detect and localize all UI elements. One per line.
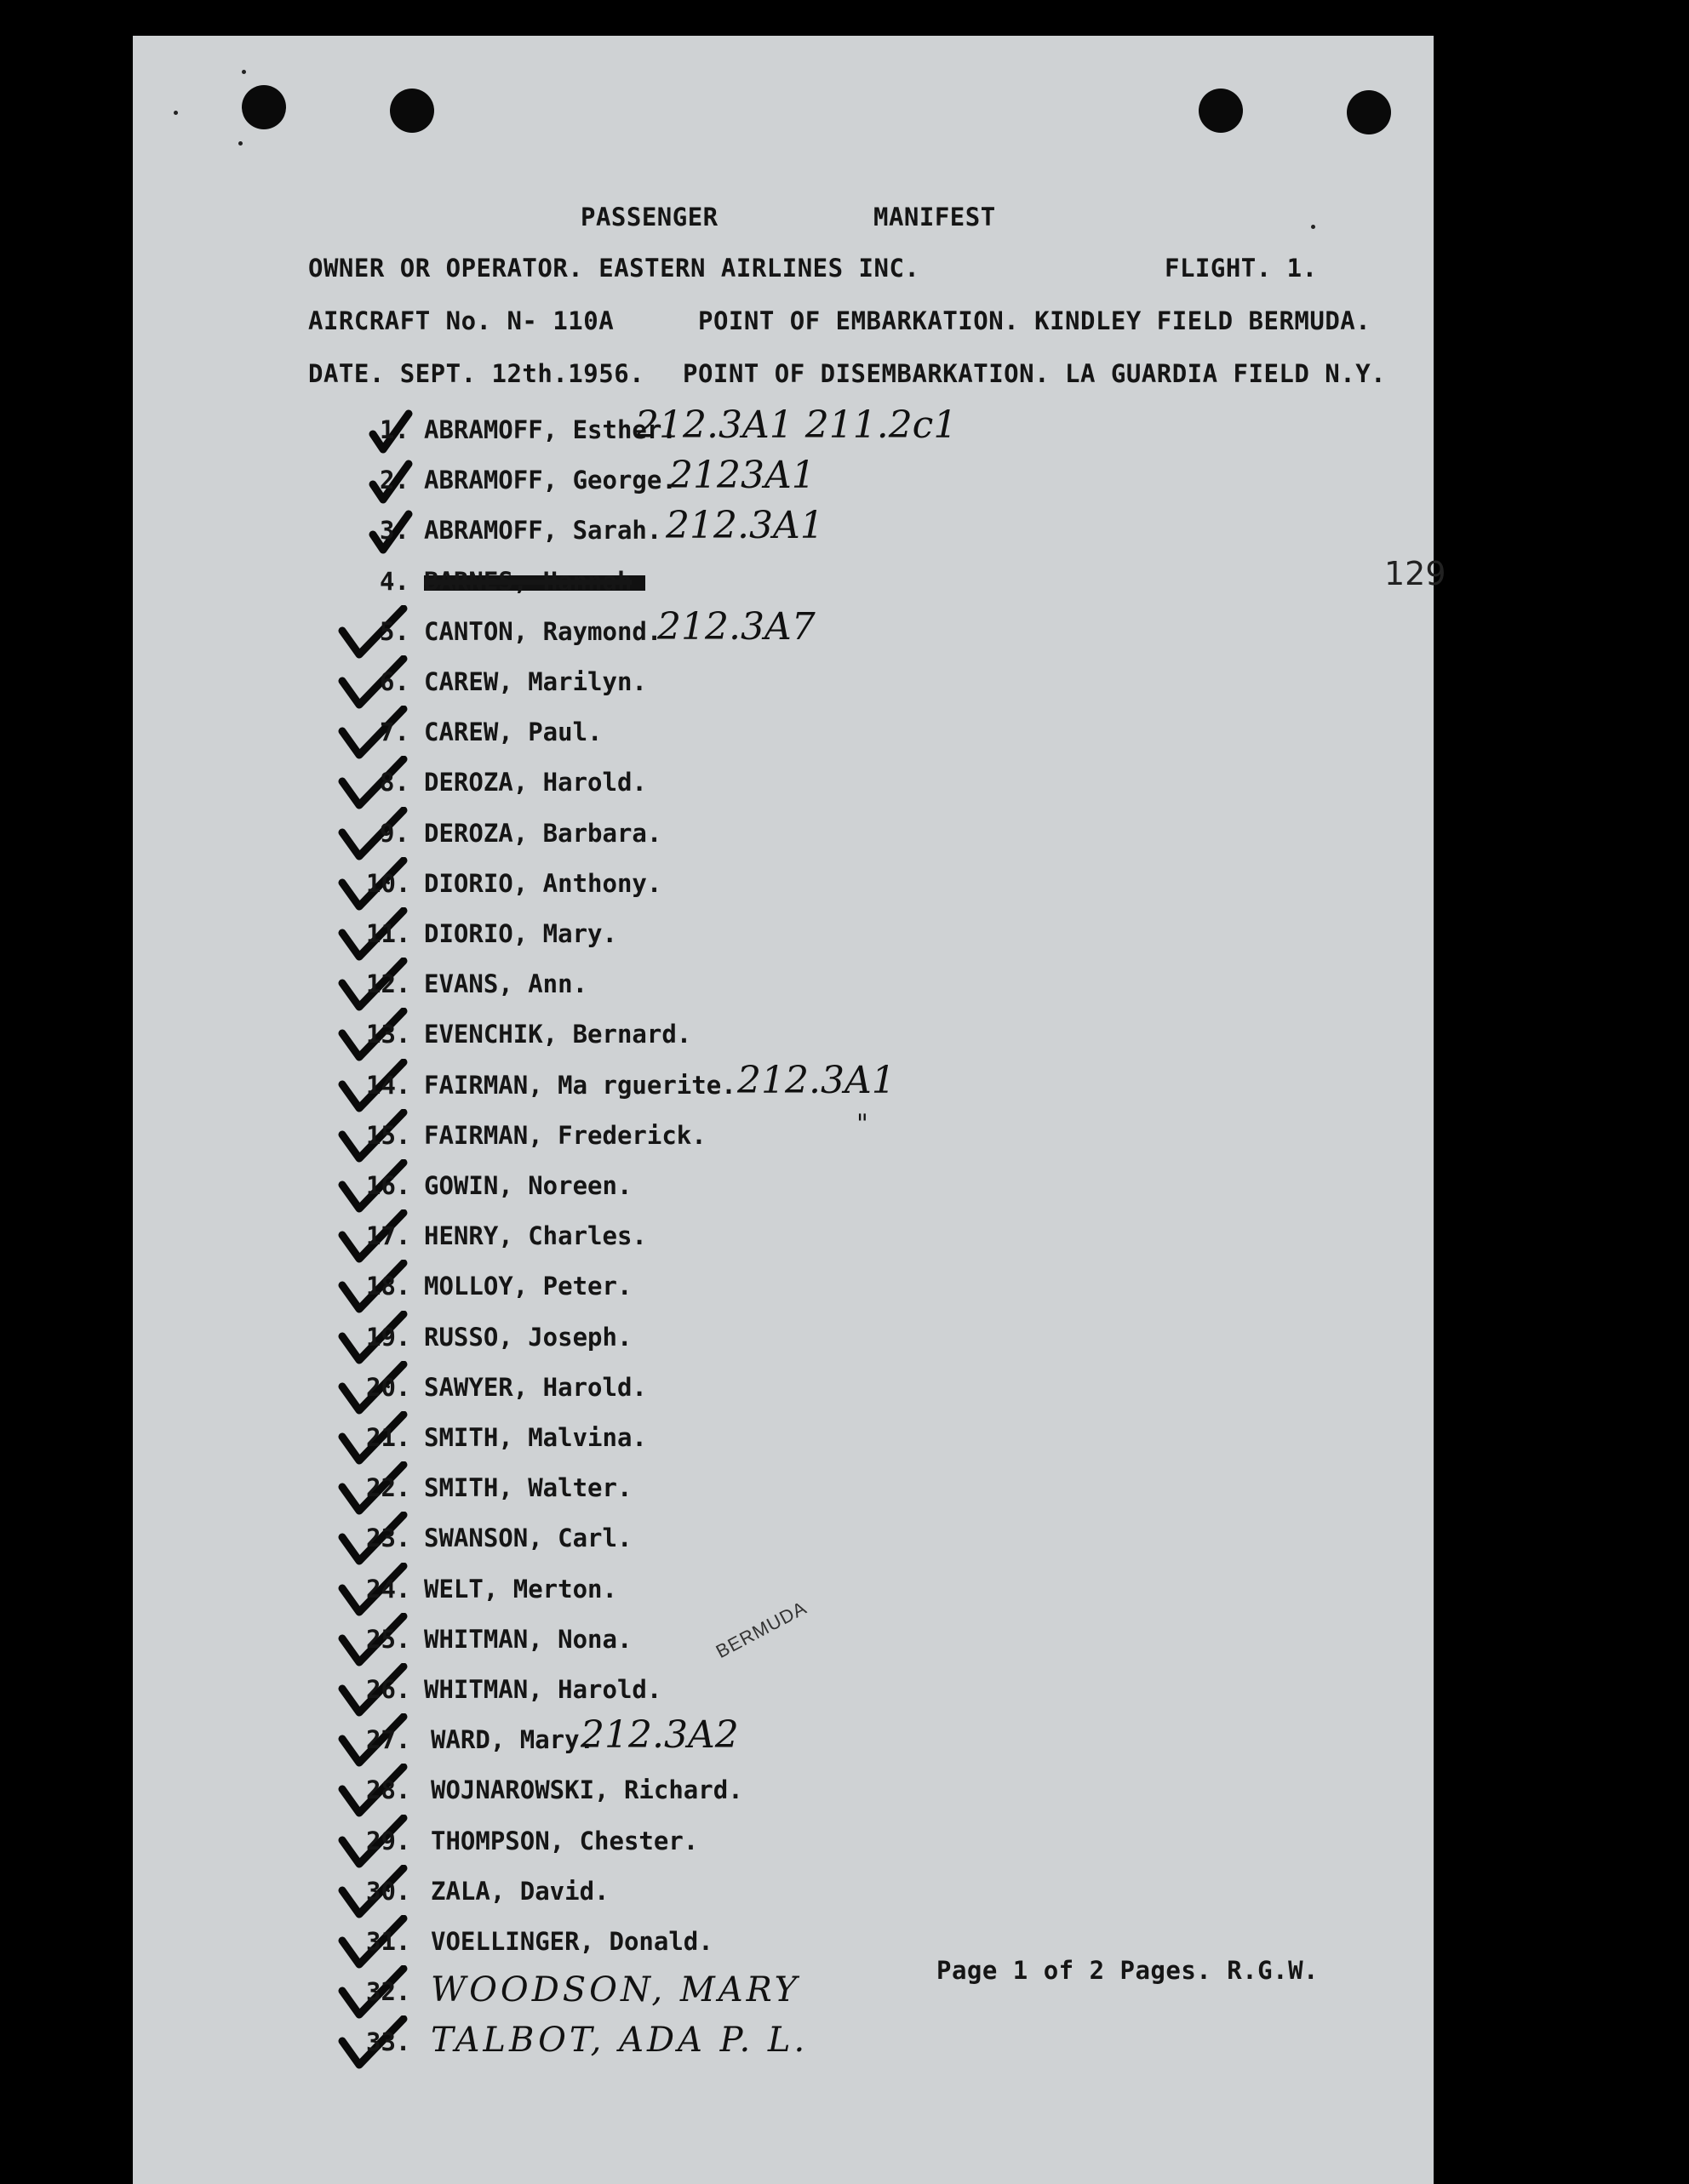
passenger-number: 33. bbox=[366, 2027, 411, 2057]
passenger-list bbox=[356, 403, 1377, 2118]
passenger-row bbox=[356, 1221, 1548, 1271]
flight-number: FLIGHT. 1. bbox=[1165, 254, 1318, 283]
passenger-number: 5. bbox=[380, 616, 409, 646]
passenger-name: DIORIO, Mary. bbox=[424, 919, 617, 948]
passenger-row bbox=[356, 567, 1548, 616]
punch-hole bbox=[242, 85, 286, 129]
passenger-name: WHITMAN, Nona. bbox=[424, 1624, 633, 1654]
passenger-number: 1. bbox=[380, 415, 409, 444]
passenger-row bbox=[356, 869, 1548, 918]
passenger-name: VOELLINGER, Donald. bbox=[431, 1927, 713, 1956]
punch-hole bbox=[390, 89, 434, 133]
disembarkation-point: POINT OF DISEMBARKATION. LA GUARDIA FIELD N.Y. bbox=[683, 359, 1387, 388]
passenger-number: 8. bbox=[380, 768, 409, 798]
passenger-row bbox=[356, 1272, 1548, 1321]
passenger-name: TALBOT, ADA P. L. bbox=[431, 2021, 809, 2061]
passenger-name: EVANS, Ann. bbox=[424, 969, 588, 999]
passenger-row bbox=[356, 1675, 1548, 1724]
passenger-row bbox=[356, 454, 1548, 515]
passenger-number: 12. bbox=[366, 969, 411, 999]
passenger-name: SWANSON, Carl. bbox=[424, 1524, 633, 1553]
passenger-name: WOJNAROWSKI, Richard. bbox=[431, 1775, 743, 1805]
passenger-row bbox=[356, 504, 1548, 565]
passenger-name: FAIRMAN, Frederick. bbox=[424, 1120, 707, 1150]
handwritten-code: 212.3A1 bbox=[666, 504, 824, 548]
passenger-row bbox=[356, 1575, 1548, 1624]
passenger-row bbox=[356, 919, 1548, 969]
passenger-name: CANTON, Raymond. bbox=[424, 616, 662, 646]
passenger-number: 17. bbox=[366, 1221, 411, 1251]
passenger-row bbox=[356, 819, 1548, 868]
aircraft-number: AIRCRAFT No. N- 110A bbox=[308, 306, 615, 335]
passenger-row bbox=[356, 2021, 1548, 2077]
passenger-number: 28. bbox=[366, 1775, 411, 1805]
passenger-number: 9. bbox=[380, 818, 409, 848]
speck bbox=[174, 111, 178, 115]
passenger-row bbox=[356, 969, 1548, 1019]
passenger-number: 14. bbox=[366, 1070, 411, 1100]
passenger-number: 7. bbox=[380, 718, 409, 747]
passenger-name: ABRAMOFF, Sarah. bbox=[424, 516, 662, 546]
passenger-number: 31. bbox=[366, 1927, 411, 1956]
passenger-name: CAREW, Marilyn. bbox=[424, 667, 647, 696]
passenger-name: RUSSO, Joseph. bbox=[424, 1322, 633, 1352]
passenger-number: 24. bbox=[366, 1574, 411, 1604]
passenger-name: CAREW, Paul. bbox=[424, 718, 603, 747]
passenger-name: WHITMAN, Harold. bbox=[424, 1675, 662, 1704]
handwritten-code: 212.3A1 211.2c1 bbox=[635, 403, 958, 447]
passenger-row bbox=[356, 1373, 1548, 1422]
page-footer: Page 1 of 2 Pages. R.G.W. bbox=[936, 1956, 1319, 1985]
passenger-number: 18. bbox=[366, 1272, 411, 1301]
passenger-name: DEROZA, Harold. bbox=[424, 768, 647, 798]
passenger-row bbox=[356, 1473, 1548, 1523]
passenger-name: GOWIN, Noreen. bbox=[424, 1171, 633, 1200]
passenger-row bbox=[356, 768, 1548, 817]
passenger-number: 27. bbox=[366, 1725, 411, 1755]
handwritten-code: 2123A1 bbox=[669, 454, 816, 498]
punch-hole bbox=[1199, 89, 1243, 133]
punch-hole bbox=[1347, 90, 1391, 134]
manifest-page bbox=[133, 36, 1446, 2184]
embarkation-point: POINT OF EMBARKATION. KINDLEY FIELD BERMUDA. bbox=[698, 306, 1371, 335]
passenger-number: 20. bbox=[366, 1372, 411, 1402]
passenger-name: DIORIO, Anthony. bbox=[424, 868, 662, 898]
passenger-row bbox=[356, 1827, 1548, 1876]
passenger-name: ABRAMOFF, George. bbox=[424, 466, 677, 495]
passenger-row bbox=[356, 1058, 1548, 1120]
passenger-number: 21. bbox=[366, 1423, 411, 1452]
speck bbox=[238, 141, 243, 146]
passenger-name: DEROZA, Barbara. bbox=[424, 818, 662, 848]
passenger-name: WELT, Merton. bbox=[424, 1574, 617, 1604]
passenger-row bbox=[356, 604, 1548, 666]
handwritten-code: 212.3A1 bbox=[737, 1058, 896, 1102]
passenger-name: WOODSON, MARY bbox=[431, 1970, 800, 2010]
passenger-number: 15. bbox=[366, 1120, 411, 1150]
passenger-row bbox=[356, 1423, 1548, 1472]
passenger-name: SMITH, Malvina. bbox=[424, 1423, 647, 1452]
passenger-name: ABRAMOFF, Esther. bbox=[424, 415, 677, 444]
passenger-row bbox=[356, 1108, 1548, 1170]
title-passenger: PASSENGER bbox=[581, 203, 719, 232]
handwritten-code: 212.3A7 bbox=[657, 604, 816, 649]
passenger-name: BARNES, Hannah bbox=[424, 566, 633, 596]
passenger-name: SAWYER, Harold. bbox=[424, 1372, 647, 1402]
passenger-number: 13. bbox=[366, 1020, 411, 1049]
passenger-name: THOMPSON, Chester. bbox=[431, 1826, 699, 1855]
passenger-number: 25. bbox=[366, 1624, 411, 1654]
passenger-row bbox=[356, 1323, 1548, 1372]
passenger-number: 26. bbox=[366, 1675, 411, 1704]
passenger-row bbox=[356, 1625, 1548, 1674]
passenger-row bbox=[356, 1775, 1548, 1825]
passenger-row bbox=[356, 1171, 1548, 1221]
passenger-number: 16. bbox=[366, 1171, 411, 1200]
passenger-name: ZALA, David. bbox=[431, 1876, 610, 1906]
passenger-name: HENRY, Charles. bbox=[424, 1221, 647, 1251]
passenger-number: 29. bbox=[366, 1826, 411, 1855]
passenger-row bbox=[356, 1524, 1548, 1573]
passenger-row bbox=[356, 718, 1548, 767]
handwritten-code: " bbox=[856, 1108, 868, 1139]
passenger-row bbox=[356, 403, 1548, 465]
passenger-number: 19. bbox=[366, 1322, 411, 1352]
passenger-name: EVENCHIK, Bernard. bbox=[424, 1020, 692, 1049]
passenger-number: 22. bbox=[366, 1473, 411, 1503]
title-manifest: MANIFEST bbox=[873, 203, 996, 232]
passenger-row bbox=[356, 667, 1548, 717]
passenger-number: 10. bbox=[366, 868, 411, 898]
page-number: 129 bbox=[1384, 555, 1446, 592]
passenger-name: SMITH, Walter. bbox=[424, 1473, 633, 1503]
handwritten-code: 212.3A2 bbox=[581, 1713, 739, 1758]
passenger-name: FAIRMAN, Ma rguerite. bbox=[424, 1070, 736, 1100]
passenger-number: 32. bbox=[366, 1977, 411, 2007]
passenger-number: 4. bbox=[380, 566, 409, 596]
passenger-number: 11. bbox=[366, 919, 411, 948]
passenger-name: WARD, Mary. bbox=[431, 1725, 595, 1755]
flight-date: DATE. SEPT. 12th.1956. bbox=[308, 359, 645, 388]
bermuda-stamp: BERMUDA bbox=[712, 1597, 810, 1663]
passenger-number: 23. bbox=[366, 1524, 411, 1553]
passenger-number: 30. bbox=[366, 1876, 411, 1906]
speck bbox=[242, 70, 246, 74]
passenger-name: MOLLOY, Peter. bbox=[424, 1272, 633, 1301]
passenger-row bbox=[356, 1713, 1548, 1775]
passenger-row bbox=[356, 1877, 1548, 1926]
passenger-number: 3. bbox=[380, 516, 409, 546]
passenger-row bbox=[356, 1020, 1548, 1069]
passenger-number: 2. bbox=[380, 466, 409, 495]
passenger-number: 6. bbox=[380, 667, 409, 696]
speck bbox=[1311, 225, 1315, 229]
owner-line: OWNER OR OPERATOR. EASTERN AIRLINES INC. bbox=[308, 254, 920, 283]
